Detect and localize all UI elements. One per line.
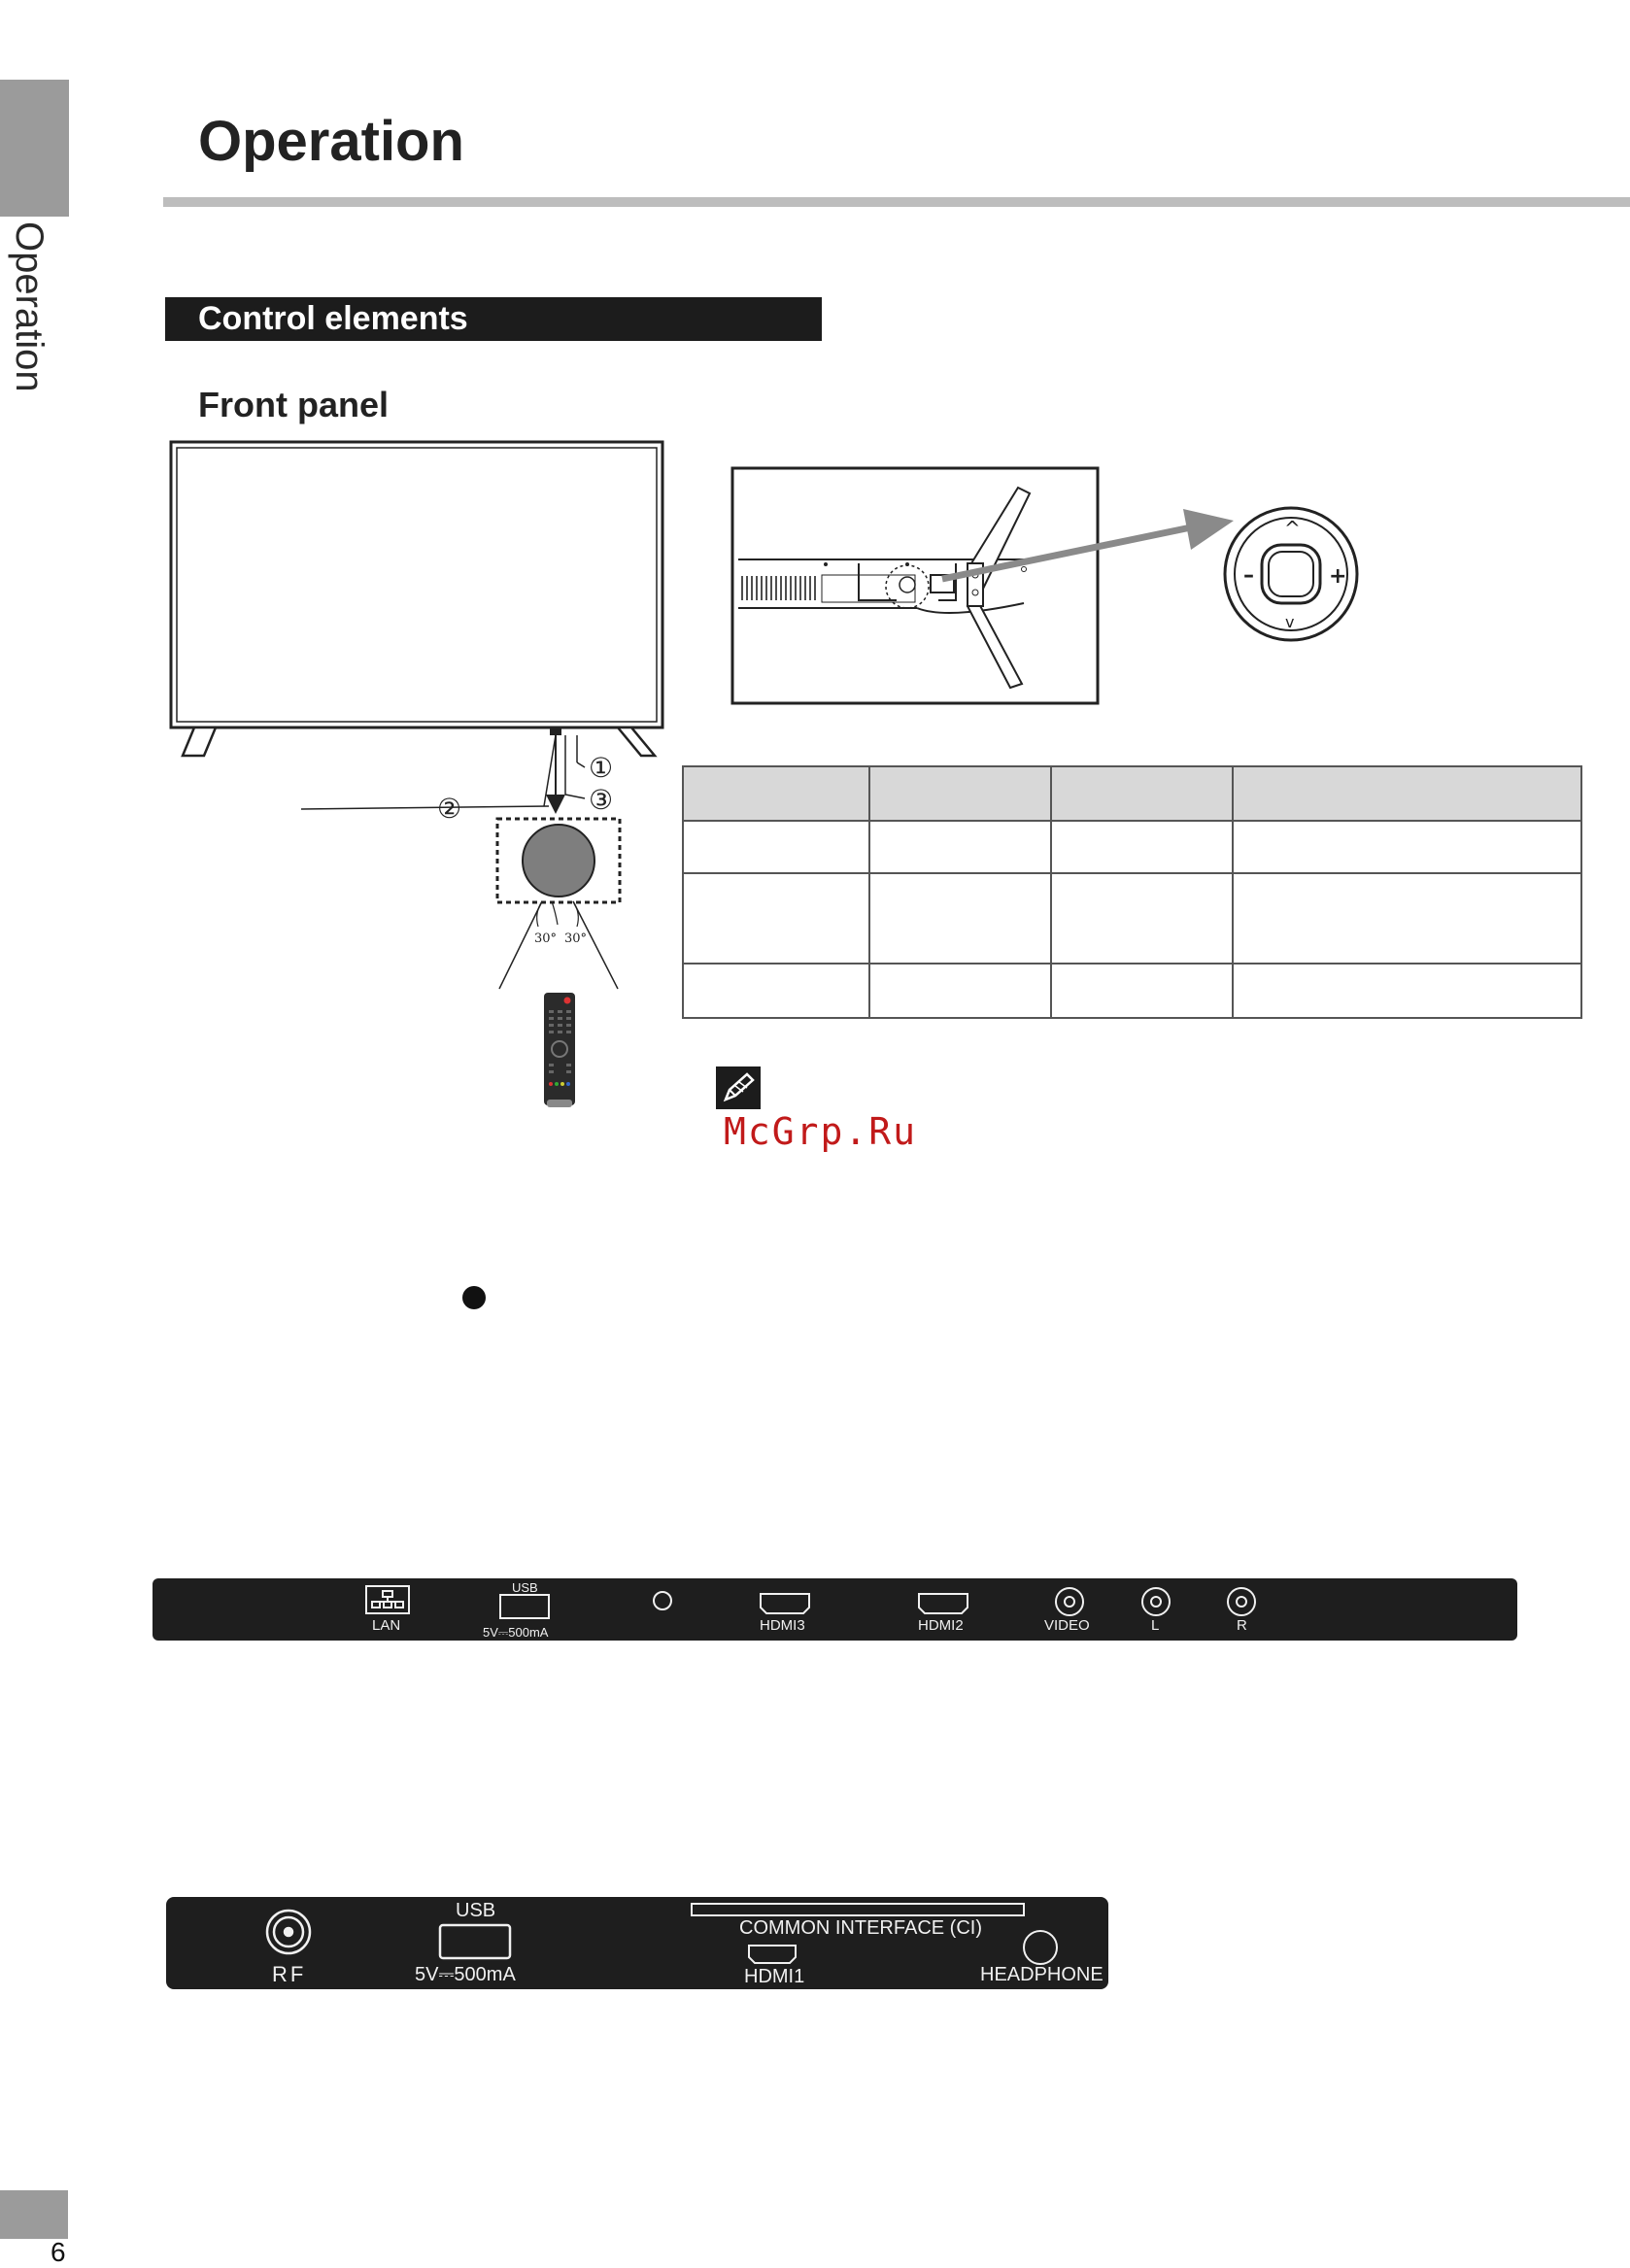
subsection-title: Front panel	[198, 385, 389, 424]
table-cell	[1233, 964, 1581, 1018]
usb-port-icon	[500, 1595, 549, 1618]
bullet-dot	[462, 1286, 486, 1309]
table-cell	[1051, 766, 1233, 821]
usb-label: USB	[512, 1580, 538, 1595]
joystick-button-icon	[1225, 508, 1357, 640]
service-port-icon	[654, 1592, 671, 1609]
note-icon	[716, 1066, 761, 1109]
table-cell	[869, 873, 1051, 964]
table-header-row	[683, 766, 1581, 821]
usb-rating-label: 5V⎓500mA	[415, 1964, 516, 1985]
audio-l-label: L	[1151, 1617, 1160, 1634]
table-cell	[869, 766, 1051, 821]
ir-sensor	[523, 825, 594, 897]
video-port-icon	[1056, 1588, 1083, 1615]
page-number-tab	[0, 2190, 68, 2239]
rear-ports-icons	[166, 1897, 1108, 1989]
watermark: McGrp.Ru	[724, 1110, 918, 1153]
hdmi2-label: HDMI2	[918, 1617, 964, 1634]
table-cell	[683, 766, 869, 821]
left-stand	[183, 728, 216, 756]
callout-3: ③	[589, 784, 614, 816]
usb-port-icon	[440, 1925, 510, 1958]
usb-label: USB	[456, 1900, 496, 1921]
table-cell	[869, 964, 1051, 1018]
side-ports-icons	[153, 1578, 1517, 1641]
table-cell	[683, 873, 869, 964]
hdmi3-port-icon	[761, 1594, 809, 1613]
table-cell	[683, 964, 869, 1018]
tv-front-diagram	[165, 437, 680, 1117]
table-cell	[1233, 766, 1581, 821]
usb-rating-label: 5V⎓500mA	[483, 1625, 549, 1640]
remote-control-icon	[544, 993, 575, 1107]
angle-right: 30°	[564, 931, 588, 946]
joystick-down-icon: v	[1285, 613, 1295, 631]
table-row	[683, 964, 1581, 1018]
rf-label: RF	[272, 1962, 307, 1986]
joystick-plus-icon: +	[1329, 564, 1347, 589]
table-cell	[1051, 821, 1233, 873]
table-row	[683, 873, 1581, 964]
sidebar-section-label: Operation	[8, 221, 51, 392]
page-number: 6	[51, 2237, 66, 2267]
headphone-port-icon	[1024, 1931, 1057, 1964]
table-cell	[683, 821, 869, 873]
table-cell	[1051, 873, 1233, 964]
ci-label: COMMON INTERFACE (CI)	[739, 1917, 982, 1939]
tv-screen	[171, 442, 662, 728]
lan-label: LAN	[372, 1617, 401, 1634]
hdmi2-port-icon	[919, 1594, 968, 1613]
callout-1: ①	[589, 752, 614, 784]
side-control-diagram	[727, 464, 1368, 717]
section-title-bar: Control elements	[165, 297, 822, 341]
audio-r-port-icon	[1228, 1588, 1255, 1615]
table-cell	[1233, 821, 1581, 873]
video-label: VIDEO	[1044, 1617, 1090, 1634]
table-cell	[1233, 873, 1581, 964]
hdmi1-label: HDMI1	[744, 1966, 805, 1987]
audio-r-label: R	[1237, 1617, 1247, 1634]
audio-l-port-icon	[1142, 1588, 1170, 1615]
hdmi3-label: HDMI3	[760, 1617, 805, 1634]
right-stand	[618, 728, 655, 756]
headphone-label: HEADPHONE	[980, 1964, 1104, 1985]
callout-2: ②	[437, 793, 462, 825]
table-cell	[869, 821, 1051, 873]
joystick-up-icon: ^	[1284, 517, 1301, 540]
page-title: Operation	[198, 110, 464, 173]
control-table	[682, 765, 1582, 1019]
ci-slot-icon	[692, 1904, 1024, 1915]
title-divider	[163, 197, 1630, 207]
table-cell	[1051, 964, 1233, 1018]
joystick-minus-icon: –	[1243, 563, 1254, 588]
angle-left: 30°	[534, 931, 558, 946]
sidebar-tab	[0, 80, 69, 217]
table-row	[683, 821, 1581, 873]
hdmi1-port-icon	[749, 1946, 796, 1963]
